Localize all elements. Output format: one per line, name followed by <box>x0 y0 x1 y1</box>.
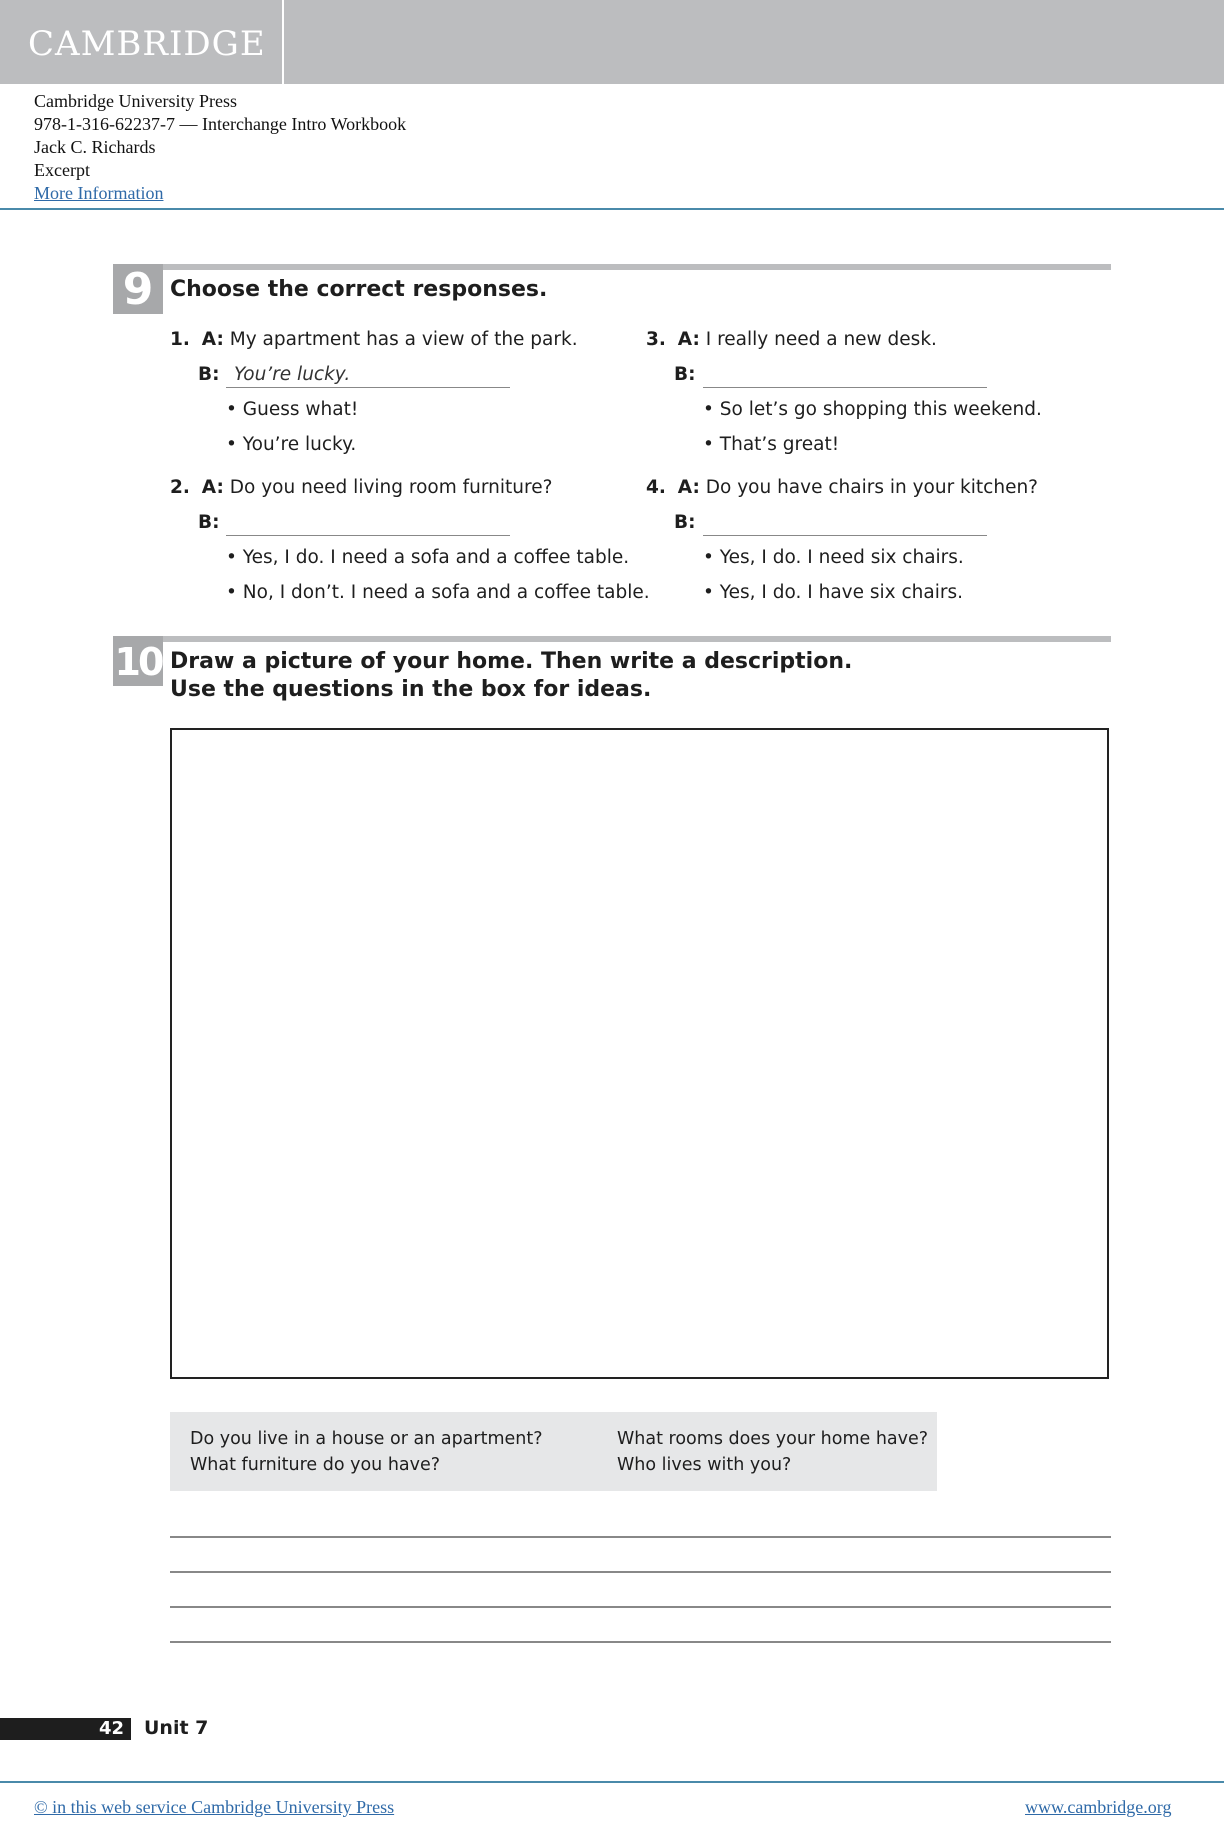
answer-field-3[interactable] <box>703 363 987 388</box>
question-1 <box>170 328 578 352</box>
option-3b: • That’s great! <box>703 434 840 455</box>
drawing-area[interactable] <box>170 728 1109 1379</box>
speaker-a-label: A: <box>201 329 224 350</box>
author-name: Jack C. Richards <box>34 137 156 157</box>
book-metadata <box>34 90 406 205</box>
speaker-b-label: B: <box>198 512 220 533</box>
option-2a: • Yes, I do. I need a sofa and a coffee table. <box>226 547 630 568</box>
speaker-b-label: B: <box>674 364 696 385</box>
speaker-a-text: Do you have chairs in your kitchen? <box>705 477 1038 498</box>
writing-line-3[interactable] <box>170 1606 1111 1608</box>
exercise-10-title-line-1: Draw a picture of your home. Then write a description. <box>170 649 853 674</box>
option-4a: • Yes, I do. I need six chairs. <box>703 547 964 568</box>
cambridge-logo: CAMBRIDGE <box>28 24 266 64</box>
exercise-10-number: 10 <box>113 636 163 686</box>
exercise-9-number: 9 <box>113 264 163 314</box>
option-1b: • You’re lucky. <box>226 434 357 455</box>
option-4b: • Yes, I do. I have six chairs. <box>703 582 963 603</box>
speaker-a-text: Do you need living room furniture? <box>229 477 553 498</box>
speaker-a-label: A: <box>201 477 224 498</box>
idea-question-3: What rooms does your home have? <box>617 1429 929 1449</box>
header-rule <box>0 208 1224 210</box>
writing-line-4[interactable] <box>170 1641 1111 1643</box>
header-divider <box>282 0 284 84</box>
question-number: 2. <box>170 477 190 498</box>
exercise-10-bar <box>163 636 1111 642</box>
question-number: 4. <box>646 477 666 498</box>
writing-line-2[interactable] <box>170 1571 1111 1573</box>
idea-question-2: What furniture do you have? <box>190 1455 441 1475</box>
speaker-b-label: B: <box>198 364 220 385</box>
question-2 <box>170 476 552 500</box>
speaker-a-text: My apartment has a view of the park. <box>229 329 578 350</box>
question-3 <box>646 328 937 352</box>
footer-rule <box>0 1781 1224 1783</box>
speaker-b-label: B: <box>674 512 696 533</box>
website-link[interactable]: www.cambridge.org <box>1025 1797 1172 1817</box>
copyright-link[interactable]: © in this web service Cambridge University Press <box>34 1797 395 1817</box>
question-4 <box>646 476 1038 500</box>
answer-field-2[interactable] <box>226 511 510 536</box>
idea-question-1: Do you live in a house or an apartment? <box>190 1429 543 1449</box>
option-3a: • So let’s go shopping this weekend. <box>703 399 1042 420</box>
exercise-9-title: Choose the correct responses. <box>170 277 548 302</box>
idea-question-4: Who lives with you? <box>617 1455 792 1475</box>
question-number: 3. <box>646 329 666 350</box>
speaker-a-text: I really need a new desk. <box>705 329 937 350</box>
publisher-name: Cambridge University Press <box>34 91 237 111</box>
speaker-a-label: A: <box>677 477 700 498</box>
exercise-10-title-line-2: Use the questions in the box for ideas. <box>170 677 652 702</box>
more-information-link[interactable]: More Information <box>34 183 164 203</box>
page-number: 42 <box>98 1718 124 1739</box>
option-1a: • Guess what! <box>226 399 359 420</box>
speaker-a-label: A: <box>677 329 700 350</box>
isbn-title: 978-1-316-62237-7 — Interchange Intro Workbook <box>34 114 407 134</box>
question-number: 1. <box>170 329 190 350</box>
answer-field-1[interactable] <box>226 363 510 388</box>
answer-field-4[interactable] <box>703 511 987 536</box>
handwritten-answer: You’re lucky. <box>234 364 351 385</box>
exercise-9-bar <box>163 264 1111 270</box>
unit-label: Unit 7 <box>144 1717 209 1739</box>
excerpt-label: Excerpt <box>34 160 90 180</box>
option-2b: • No, I don’t. I need a sofa and a coffee table. <box>226 582 650 603</box>
writing-line-1[interactable] <box>170 1536 1111 1538</box>
